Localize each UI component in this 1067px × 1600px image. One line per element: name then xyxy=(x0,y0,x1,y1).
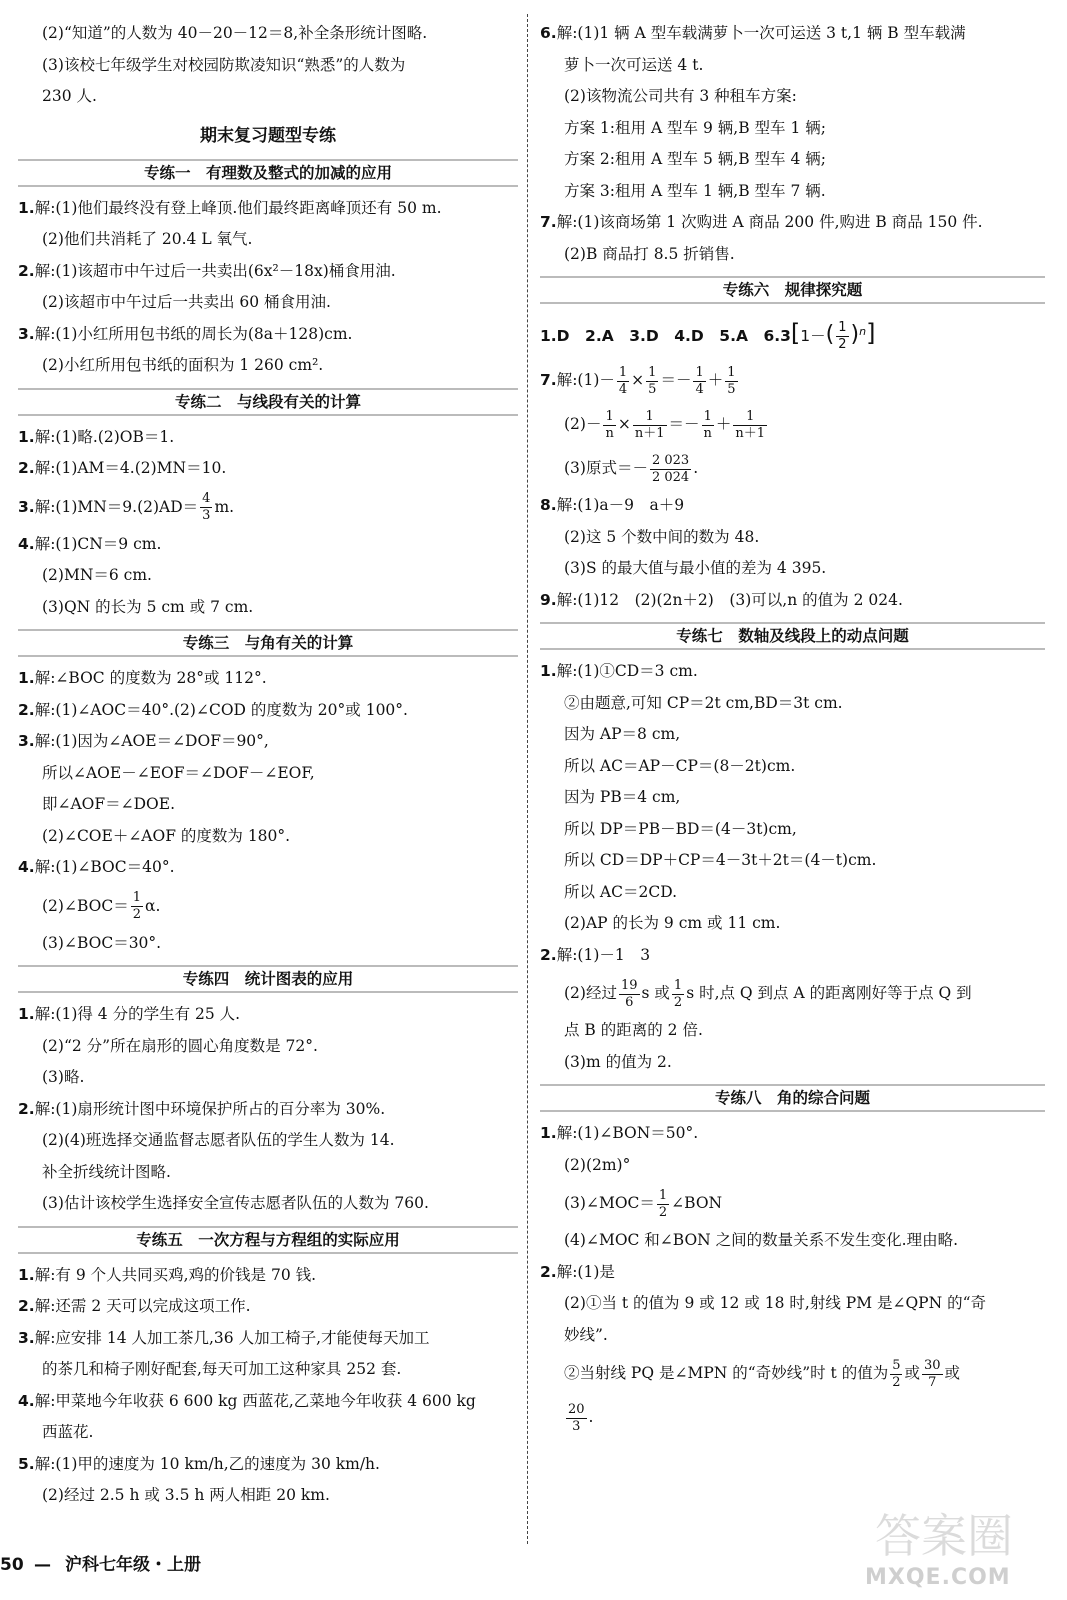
watermark-url: MXQE.COM xyxy=(865,1565,1011,1590)
answer-line: 7.解:(1)该商场第 1 次购进 A 商品 200 件,购进 B 商品 150 件. xyxy=(540,213,983,231)
answer-line: (3)估计该校学生选择安全宣传志愿者队伍的人数为 760. xyxy=(42,1194,429,1212)
fraction: $\frac{1}{n}$ xyxy=(703,408,712,441)
answer-line: 所以 AC＝2CD. xyxy=(564,882,678,901)
answer-line: (2)AP 的长为 9 cm 或 11 cm. xyxy=(564,914,781,933)
answer-line: (2)经过 $\frac{19}{6}$ s 或 $\frac{1}{2}$ s 时,点 Q 到点 A 的距离刚好等于点 Q 到 xyxy=(564,977,972,1010)
answer-line: 4.解:(1)CN＝9 cm. xyxy=(18,534,162,553)
answer-line: 1.解:(1)①CD＝3 cm. xyxy=(540,662,698,681)
answer-line: 2.解:还需 2 天可以完成这项工作. xyxy=(18,1297,251,1315)
answer-line: (2)(4)班选择交通监督志愿者队伍的学生人数为 14. xyxy=(42,1131,395,1149)
section-heading: 专练四 统计图表的应用 xyxy=(18,963,518,995)
answer-line: 5.解:(1)甲的速度为 10 km/h,乙的速度为 30 km/h. xyxy=(18,1454,380,1473)
fraction: $\frac{1}{n+1}$ xyxy=(735,408,766,441)
answer-line: (3)m 的值为 2. xyxy=(564,1052,672,1071)
answer-line: (3)S 的最大值与最小值的差为 4 395. xyxy=(564,559,827,578)
answer-line: 2.解:(1)扇形统计图中环境保护所占的百分率为 30%. xyxy=(18,1099,386,1118)
text-line: 230 人. xyxy=(42,87,97,105)
answer-line: 9.解:(1)12 (2)(2n＋2) (3)可以,n 的值为 2 024. xyxy=(540,590,903,609)
answer-line: 4.解:(1)∠BOC＝40°. xyxy=(18,858,175,876)
fraction: $\frac{1}{4}$ xyxy=(695,364,704,397)
fraction: $\frac{1}{5}$ xyxy=(727,364,736,397)
text-line: (3)该校七年级学生对校园防欺凌知识“熟悉”的人数为 xyxy=(42,55,406,74)
answer-line: 1.解:有 9 个人共同买鸡,鸡的价钱是 70 钱. xyxy=(18,1265,317,1284)
watermark-logo: 答案圈 xyxy=(875,1509,1013,1563)
section-heading: 专练一 有理数及整式的加减的应用 xyxy=(18,157,518,189)
answer-line: $\frac{20}{3}$ . xyxy=(568,1401,594,1434)
answer-line: 4.解:甲菜地今年收获 6 600 kg 西蓝花,乙菜地今年收获 4 600 kg xyxy=(18,1391,476,1410)
fraction: $\frac{1}{2}$ xyxy=(673,977,683,1010)
answer-line: 1.解:(1)他们最终没有登上峰顶.他们最终距离峰顶还有 50 m. xyxy=(18,198,442,217)
answer-line: 点 B 的距离的 2 倍. xyxy=(564,1021,703,1040)
fraction: $\frac{1}{2}$ xyxy=(132,890,141,922)
answer-line: ②当射线 PQ 是∠MPN 的“奇妙线”时 t 的值为 $\frac{5}{2}$ 或 $\frac{30}{7}$ 或 xyxy=(564,1357,961,1390)
answer-line: 因为 AP＝8 cm, xyxy=(564,725,681,744)
answer-line: (2)MN＝6 cm. xyxy=(42,566,152,584)
answer-line: (3)略. xyxy=(42,1068,85,1086)
left-column xyxy=(18,18,518,1512)
fraction: $\frac{2 023}{2 024}$ xyxy=(651,452,690,485)
answer-line: 1.解:∠BOC 的度数为 28°或 112°. xyxy=(18,669,267,687)
fraction: $\frac{1}{2}$ xyxy=(838,320,847,353)
answer-line: 所以 DP＝PB－BD＝(4－3t)cm, xyxy=(564,819,797,838)
answer-line: 2.解:(1)∠AOC＝40°.(2)∠COD 的度数为 20°或 100°. xyxy=(18,700,408,719)
answer-line: 3.解:(1)小红所用包书纸的周长为(8a＋128)cm. xyxy=(18,324,353,343)
answer-line: ②由题意,可知 CP＝2t cm,BD＝3t cm. xyxy=(564,693,843,712)
answer-line: 3.解:(1)因为∠AOE＝∠DOF＝90°, xyxy=(18,732,269,750)
fraction: $\frac{1}{n+1}$ xyxy=(634,408,665,441)
answer-line: (2)该超市中午过后一共卖出 60 桶食用油. xyxy=(42,293,331,311)
answer-line: (2)小红所用包书纸的面积为 1 260 cm². xyxy=(42,356,324,374)
answer-line: 方案 3:租用 A 型车 1 辆,B 型车 7 辆. xyxy=(564,181,826,200)
section-heading: 专练五 一次方程与方程组的实际应用 xyxy=(18,1224,518,1256)
answer-line: (4)∠MOC 和∠BON 之间的数量关系不发生变化.理由略. xyxy=(564,1231,959,1250)
answer-line: 2.解:(1)－1 3 xyxy=(540,945,651,964)
answer-line: 即∠AOF＝∠DOE. xyxy=(42,795,176,813)
answer-line: (3)QN 的长为 5 cm 或 7 cm. xyxy=(42,597,254,616)
answer-line: 1.解:(1)∠BON＝50°. xyxy=(540,1124,699,1143)
answer-line: (2)该物流公司共有 3 种租车方案: xyxy=(564,87,797,105)
column-divider xyxy=(527,14,528,1544)
answer-line: (2)B 商品打 8.5 折销售. xyxy=(564,244,735,263)
answer-line: (2)∠COE＋∠AOF 的度数为 180°. xyxy=(42,826,291,845)
answer-line: 7.解:(1)－ $\frac{1}{4}$ × $\frac{1}{5}$ ＝－ $\frac{1}{4}$ ＋ $\frac{1}{5}$ xyxy=(540,364,736,397)
answer-line: (2)∠BOC＝ $\frac{1}{2}$ α. xyxy=(42,890,161,922)
watermark xyxy=(855,1500,1055,1590)
section-heading: 专练六 规律探究题 xyxy=(540,274,1045,306)
book-title: 沪科七年级・上册 xyxy=(65,1555,201,1575)
page-footer xyxy=(0,1550,201,1575)
answer-line: 2.解:(1)AM＝4.(2)MN＝10. xyxy=(18,459,227,477)
fraction: $\frac{1}{5}$ xyxy=(648,364,657,397)
footer-dash: — xyxy=(34,1555,51,1575)
fraction: $\frac{1}{n}$ xyxy=(605,408,614,441)
answer-line: 的茶几和椅子刚好配套,每天可加工这种家具 252 套. xyxy=(42,1360,402,1378)
answer-line: (2)①当 t 的值为 9 或 12 或 18 时,射线 PM 是∠QPN 的“奇 xyxy=(564,1294,987,1313)
answer-line: (2)－ $\frac{1}{n}$ × $\frac{1}{n+1}$ ＝－ $\frac{1}{n}$ ＋ $\frac{1}{n+1}$ xyxy=(564,408,766,441)
answer-line: 2.解:(1)该超市中午过后一共卖出(6x²－18x)桶食用油. xyxy=(18,261,396,280)
text-line: (2)“知道”的人数为 40－20－12＝8,补全条形统计图略. xyxy=(42,24,428,42)
page-number: 50 xyxy=(0,1555,24,1575)
fraction: $\frac{4}{3}$ xyxy=(202,491,211,523)
answer-line: 所以 AC＝AP－CP＝(8－2t)cm. xyxy=(564,756,796,775)
answer-line: 补全折线统计图略. xyxy=(42,1162,171,1181)
fraction: $\frac{5}{2}$ xyxy=(892,1357,901,1390)
choice-answers-line: 1.D 2.A 3.D 4.D 5.A 6.3[1－( $\frac{1}{2}$ )$^n$] xyxy=(540,319,876,353)
answer-line: 所以 CD＝DP＋CP＝4－3t＋2t＝(4－t)cm. xyxy=(564,851,877,870)
answer-line: (2)经过 2.5 h 或 3.5 h 两人相距 20 km. xyxy=(42,1486,330,1504)
answer-line: 方案 1:租用 A 型车 9 辆,B 型车 1 辆; xyxy=(564,118,826,137)
answer-line: 3.解:(1)MN＝9.(2)AD＝ $\frac{4}{3}$ m. xyxy=(18,491,235,523)
answer-line: 1.解:(1)略.(2)OB＝1. xyxy=(18,427,175,446)
answer-line: (2)这 5 个数中间的数为 48. xyxy=(564,527,760,546)
answer-line: 3.解:应安排 14 人加工茶几,36 人加工椅子,才能使每天加工 xyxy=(18,1328,430,1347)
fraction: $\frac{1}{2}$ xyxy=(658,1187,668,1220)
answer-line: 西蓝花. xyxy=(42,1423,94,1441)
answer-line: (2)(2m)° xyxy=(564,1155,631,1174)
answer-line: (2)他们共消耗了 20.4 L 氧气. xyxy=(42,230,253,248)
fraction: $\frac{20}{3}$ xyxy=(568,1401,585,1434)
answer-line: 2.解:(1)是 xyxy=(540,1262,615,1281)
answer-line: 方案 2:租用 A 型车 5 辆,B 型车 4 辆; xyxy=(564,150,826,168)
answer-line: (3)∠MOC＝ $\frac{1}{2}$ ∠BON xyxy=(564,1187,723,1220)
answer-line: (3)∠BOC＝30°. xyxy=(42,933,162,952)
section-heading: 专练三 与角有关的计算 xyxy=(18,627,518,659)
section-heading: 专练七 数轴及线段上的动点问题 xyxy=(540,620,1045,652)
answer-line: 妙线”. xyxy=(564,1325,608,1344)
answer-line: 6.解:(1)1 辆 A 型车载满萝卜一次可运送 3 t,1 辆 B 型车载满 xyxy=(540,24,966,42)
answer-line: 因为 PB＝4 cm, xyxy=(564,788,681,807)
fraction: $\frac{1}{4}$ xyxy=(618,364,628,397)
answer-line: 所以∠AOE－∠EOF＝∠DOF－∠EOF, xyxy=(42,763,315,782)
answer-line: 萝卜一次可运送 4 t. xyxy=(564,55,704,74)
section-heading: 专练八 角的综合问题 xyxy=(540,1082,1045,1114)
page-title: 期末复习题型专练 xyxy=(200,125,336,146)
answer-line: (3)原式＝－ $\frac{2 023}{2 024}$ . xyxy=(564,452,699,485)
section-heading: 专练二 与线段有关的计算 xyxy=(18,386,518,418)
fraction: $\frac{19}{6}$ xyxy=(620,977,638,1010)
fraction: $\frac{30}{7}$ xyxy=(924,1357,941,1390)
right-column xyxy=(540,18,1045,1439)
answer-line: (2)“2 分”所在扇形的圆心角度数是 72°. xyxy=(42,1036,318,1055)
answer-line: 8.解:(1)a－9 a＋9 xyxy=(540,496,685,515)
answer-line: 1.解:(1)得 4 分的学生有 25 人. xyxy=(18,1005,241,1023)
